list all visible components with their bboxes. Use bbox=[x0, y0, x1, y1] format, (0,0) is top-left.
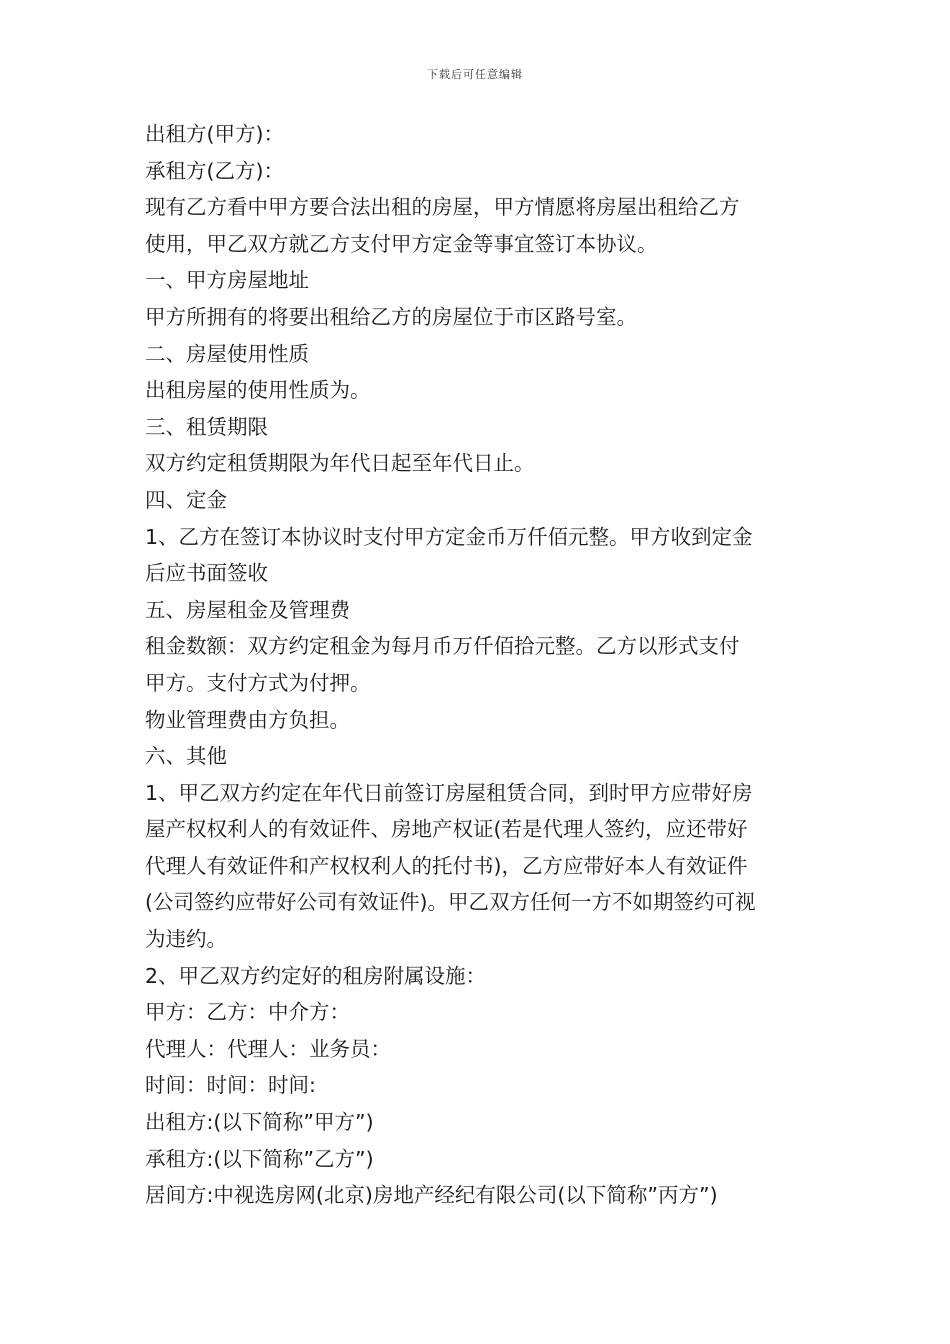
other-clause-1-line: 为违约。 bbox=[145, 927, 227, 952]
signature-time-line: 时间：时间：时间: bbox=[145, 1073, 316, 1098]
other-clause-1-line: (公司签约应带好公司有效证件)。甲乙双方任何一方不如期签约可视 bbox=[145, 890, 756, 915]
intermediary-line: 居间方:中视选房网(北京)房地产经纪有限公司(以下简称”丙方”) bbox=[145, 1183, 718, 1208]
party-a-line: 出租方(甲方)： bbox=[145, 122, 284, 146]
section-heading-term: 三、租赁期限 bbox=[145, 414, 268, 439]
other-clause-1-line: 屋产权权利人的有效证件、房地产权证(若是代理人签约，应还带好 bbox=[145, 817, 748, 842]
section-heading-deposit: 四、定金 bbox=[145, 487, 227, 512]
page-header-note: 下载后可任意编辑 bbox=[427, 68, 523, 81]
address-text: 甲方所拥有的将要出租给乙方的房屋位于市区路号室。 bbox=[145, 304, 637, 329]
management-fee-text: 物业管理费由方负担。 bbox=[145, 707, 350, 732]
intro-paragraph-line: 现有乙方看中甲方要合法出租的房屋，甲方情愿将房屋出租给乙方 bbox=[145, 195, 740, 220]
section-heading-rent: 五、房屋租金及管理费 bbox=[145, 597, 350, 622]
rent-text-line: 甲方。支付方式为付押。 bbox=[145, 670, 371, 695]
lessee-line: 承租方:(以下简称”乙方”) bbox=[145, 1146, 374, 1171]
deposit-text-line: 后应书面签收 bbox=[145, 561, 268, 586]
other-clause-1-line: 代理人有效证件和产权权利人的托付书)，乙方应带好本人有效证件 bbox=[145, 853, 748, 878]
other-clause-2-line: 2、甲乙双方约定好的租房附属设施： bbox=[145, 963, 487, 988]
deposit-text-line: 1、乙方在签订本协议时支付甲方定金币万仟佰元整。甲方收到定金 bbox=[145, 524, 753, 549]
signature-agents-line: 代理人：代理人：业务员： bbox=[145, 1036, 391, 1061]
party-b-line: 承租方(乙方)： bbox=[145, 158, 284, 183]
intro-paragraph-line: 使用，甲乙双方就乙方支付甲方定金等事宜签订本协议。 bbox=[145, 231, 658, 256]
usage-text: 出租房屋的使用性质为。 bbox=[145, 378, 371, 403]
other-clause-1-line: 1、甲乙双方约定在年代日前签订房屋租赁合同，到时甲方应带好房 bbox=[145, 780, 753, 805]
signature-parties-line: 甲方：乙方：中介方： bbox=[145, 1000, 350, 1025]
lessor-line: 出租方:(以下简称”甲方”) bbox=[145, 1110, 374, 1135]
term-text: 双方约定租赁期限为年代日起至年代日止。 bbox=[145, 451, 535, 476]
section-heading-address: 一、甲方房屋地址 bbox=[145, 268, 309, 293]
rent-text-line: 租金数额：双方约定租金为每月币万仟佰拾元整。乙方以形式支付 bbox=[145, 634, 740, 659]
document-body bbox=[145, 116, 810, 1214]
section-heading-other: 六、其他 bbox=[145, 744, 227, 769]
section-heading-usage: 二、房屋使用性质 bbox=[145, 341, 309, 366]
